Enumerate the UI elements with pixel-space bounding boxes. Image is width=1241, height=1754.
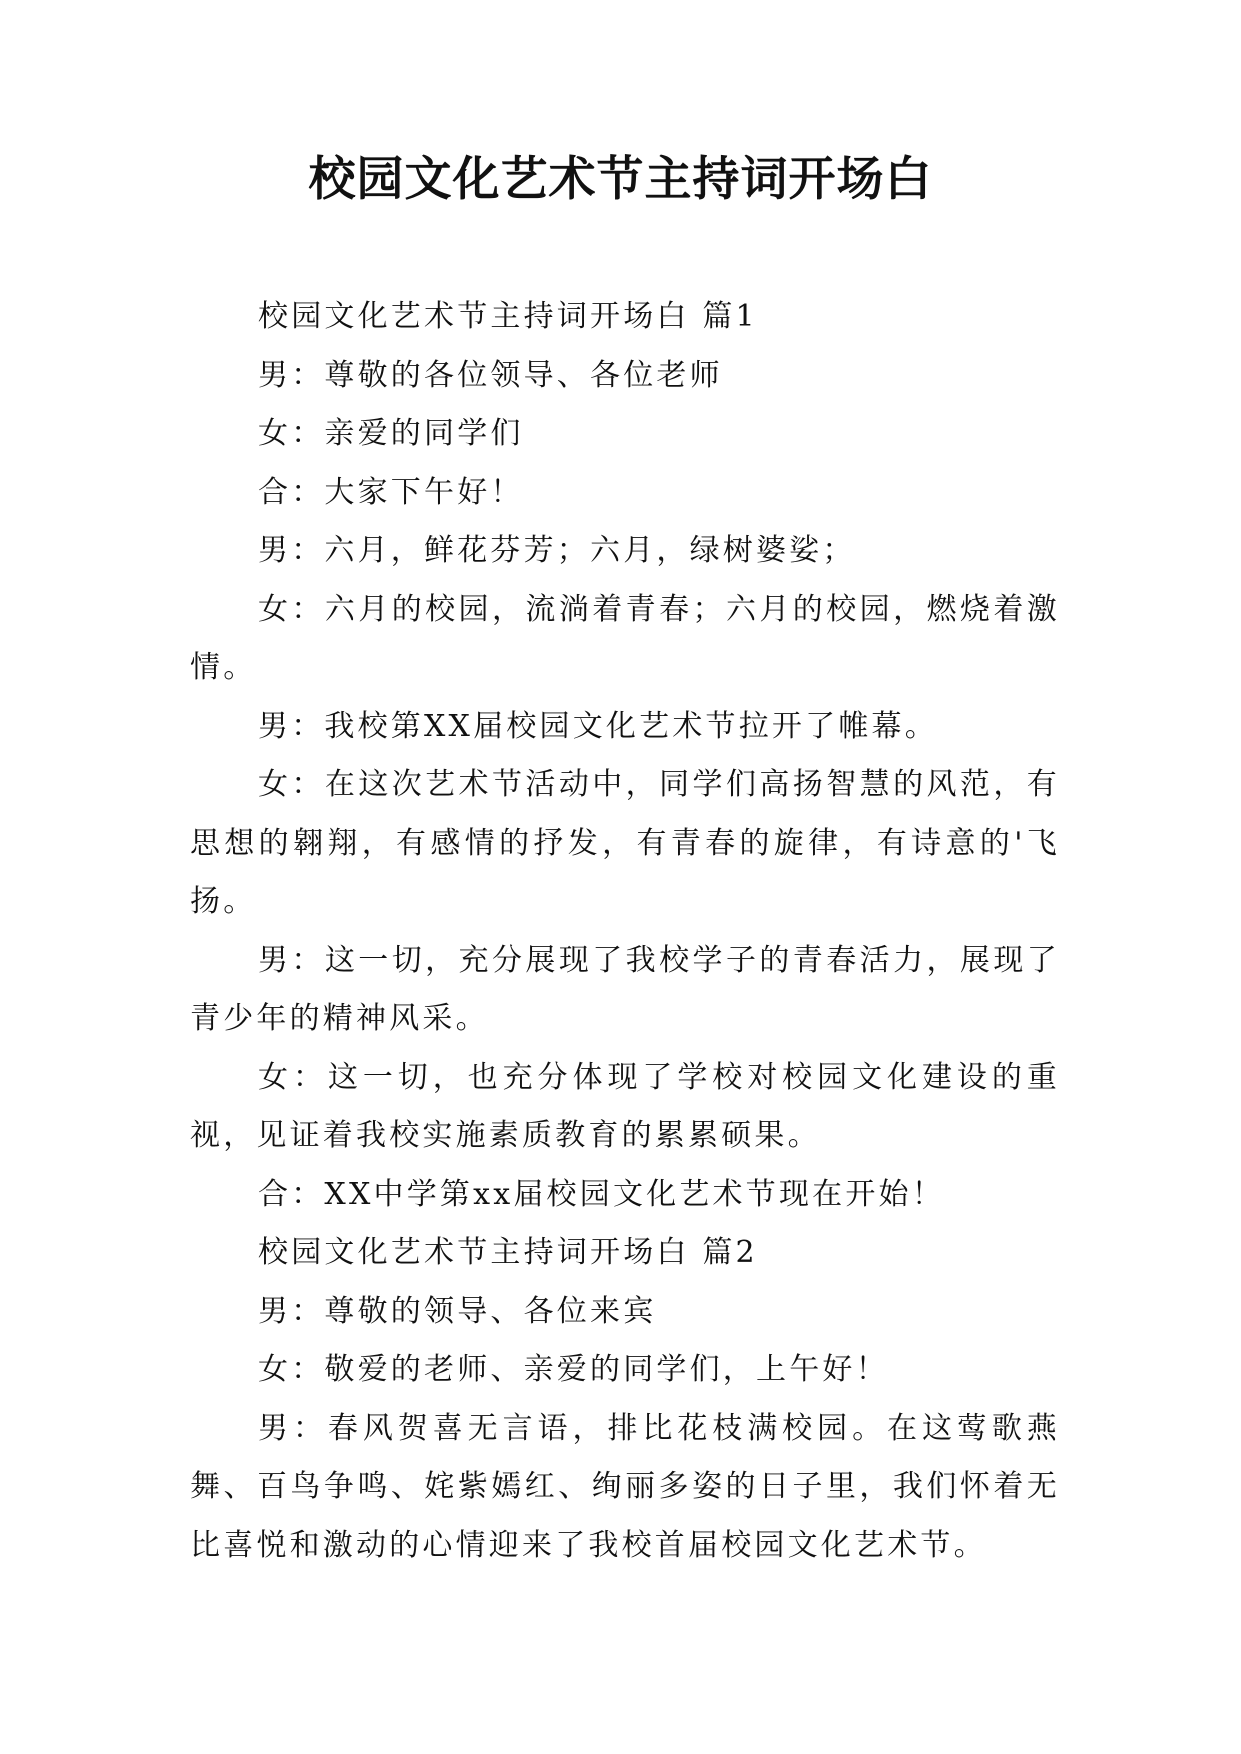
paragraph: 校园文化艺术节主持词开场白 篇2 — [258, 1235, 758, 1270]
paragraph: 合：XX中学第xx届校园文化艺术节现在开始！ — [258, 1176, 945, 1212]
paragraph: 男：春风贺喜无言语，排比花枝满校园。在这莺歌燕舞、百鸟争鸣、姹紫嫣红、绚丽多姿的日子里，我们怀着无比喜悦和激动的心情迎来了我校首届校园文化艺术节。 — [190, 1410, 1060, 1563]
paragraph: 合：大家下午好！ — [258, 474, 524, 510]
paragraph: 男：我校第XX届校园文化艺术节拉开了帷幕。 — [258, 708, 938, 744]
paragraph: 女：在这次艺术节活动中，同学们高扬智慧的风范，有思想的翱翔，有感情的抒发，有青春的旋律，有诗意的'飞扬。 — [190, 767, 1060, 919]
paragraph: 校园文化艺术节主持词开场白 篇1 — [258, 299, 758, 334]
paragraph: 女：亲爱的同学们 — [258, 416, 524, 451]
paragraph: 女：敬爱的老师、亲爱的同学们，上午好！ — [258, 1352, 889, 1387]
document-body — [190, 288, 1060, 1575]
paragraph: 男：这一切，充分展现了我校学子的青春活力，展现了青少年的精神风采。 — [190, 942, 1060, 1036]
paragraph: 女：六月的校园，流淌着青春；六月的校园，燃烧着激情。 — [190, 591, 1060, 685]
paragraph: 男：尊敬的各位领导、各位老师 — [258, 357, 723, 393]
paragraph: 女：这一切，也充分体现了学校对校园文化建设的重视，见证着我校实施素质教育的累累硕果。 — [190, 1059, 1060, 1153]
paragraph: 男：六月，鲜花芬芳；六月，绿树婆娑； — [258, 533, 856, 568]
document-title: 校园文化艺术节主持词开场白 — [308, 152, 933, 207]
paragraph: 男：尊敬的领导、各位来宾 — [258, 1293, 657, 1329]
